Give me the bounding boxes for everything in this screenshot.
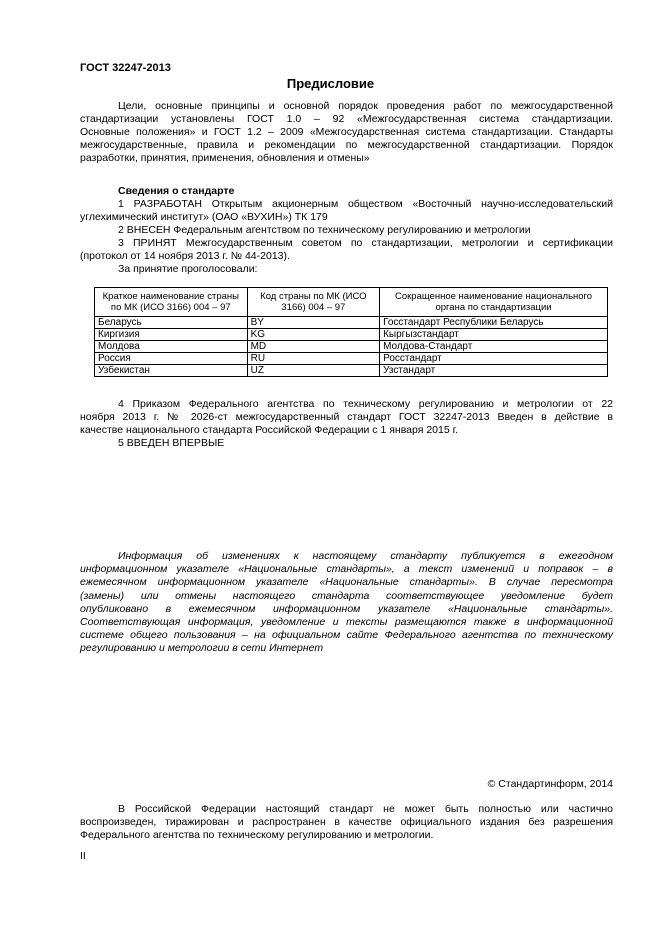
item-3	[80, 237, 613, 263]
item-1-line: 1 РАЗРАБОТАН Открытым акционерным обществом «Восточный научно-исследовательский	[118, 198, 613, 210]
document-code: ГОСТ 32247-2013	[80, 62, 171, 74]
item-4-line: качестве национального стандарта Российской Федерации с 1 января 2015 г.	[80, 424, 459, 436]
cell-agency: Кыргызстандарт	[380, 329, 608, 341]
intro-line: Цели, основные принципы и основной порядок проведения работ по межгосударственной	[118, 100, 613, 112]
footer-line: В Российской Федерации настоящий стандарт не может быть полностью или частично	[118, 803, 613, 815]
cell-code: BY	[247, 317, 380, 329]
cell-country: Беларусь	[95, 317, 248, 329]
cell-country: Киргизия	[95, 329, 248, 341]
item-5: 5 ВВЕДЕН ВПЕРВЫЕ	[118, 437, 225, 449]
intro-paragraph	[80, 100, 613, 165]
cell-code: KG	[247, 329, 380, 341]
cell-country: Молдова	[95, 341, 248, 353]
intro-line: межгосударственные, правила и рекомендации по межгосударственной стандартизации. Порядок	[80, 139, 613, 151]
item-1-line: углехимический институт» (ОАО «ВУХИН») ТК 179	[80, 211, 328, 223]
notice-line: Информация об изменениях к настоящему стандарту публикуется в ежегодном	[118, 550, 613, 562]
cell-agency: Госстандарт Республики Беларусь	[380, 317, 608, 329]
footer-line: Федерального агентства по техническому регулированию и метрологии.	[80, 829, 434, 841]
reproduction-notice	[80, 803, 613, 842]
page-title: Предисловие	[286, 76, 375, 91]
column-header-country: Краткое наименование страны по МК (ИСО 3166) 004 – 97	[95, 288, 248, 317]
notice-line: информационном указателе «Национальные стандарты», а текст изменений и поправок – в	[80, 563, 613, 576]
info-heading: Сведения о стандарте	[118, 185, 235, 197]
table-row	[95, 353, 608, 365]
footer-line: воспроизведен, тиражирован и распространен в качестве официального издания без разрешения	[80, 816, 613, 828]
column-header-code: Код страны по МК (ИСО 3166) 004 – 97	[247, 288, 380, 317]
table-header-row	[95, 288, 608, 317]
notice-line: (замены) или отмены настоящего стандарта соответствующее уведомление будет	[80, 589, 613, 602]
item-4-line: 4 Приказом Федерального агентства по техническому регулированию и метрологии от 22	[118, 398, 613, 410]
intro-line: Основные положения» и ГОСТ 1.2 – 2009 «Межгосударственная система стандартизации. Стандарты	[80, 126, 613, 138]
notice-line: системе общего пользования – на официальном сайте Федерального агентства по техническому	[80, 629, 613, 642]
cell-code: MD	[247, 341, 380, 353]
table-row	[95, 317, 608, 329]
notice-line: Соответствующая информация, уведомление и тексты размещаются также в информационной	[80, 616, 613, 629]
cell-agency: Росстандарт	[380, 353, 608, 365]
item-4-line: ноября 2013 г. № 2026-ст межгосударственный стандарт ГОСТ 32247-2013 Введен в действие в	[80, 411, 613, 423]
voting-table	[94, 287, 608, 377]
column-header-agency: Сокращенное наименование национального органа по стандартизации	[380, 288, 608, 317]
cell-agency: Узстандарт	[380, 365, 608, 377]
table-row	[95, 365, 608, 377]
table-row	[95, 341, 608, 353]
cell-code: UZ	[247, 365, 380, 377]
item-1	[80, 198, 613, 224]
item-2: 2 ВНЕСЕН Федеральным агентством по техническому регулированию и метрологии	[118, 224, 531, 236]
copyright: © Стандартинформ, 2014	[487, 778, 613, 790]
changes-notice	[80, 550, 613, 656]
notice-line: опубликовано в ежемесячном информационном указателе «Национальные стандарты».	[80, 602, 613, 615]
notice-line: ежемесячном информационном указателе «Национальные стандарты». В случае пересмотра	[80, 576, 613, 589]
notice-line: регулированию и метрологии в сети Интернет	[80, 642, 324, 655]
cell-agency: Молдова-Стандарт	[380, 341, 608, 353]
intro-line: стандартизации установлены ГОСТ 1.0 – 92 «Межгосударственная система стандартизации.	[80, 113, 613, 125]
page-number: II	[80, 850, 86, 862]
item-4	[80, 398, 613, 437]
item-3-line: (протокол от 14 ноября 2013 г. № 44-2013).	[80, 250, 290, 262]
item-3-line: 3 ПРИНЯТ Межгосударственным советом по стандартизации, метрологии и сертификации	[118, 237, 613, 249]
table-row	[95, 329, 608, 341]
intro-line: разработки, принятия, применения, обновления и отмены»	[80, 152, 370, 164]
cell-country: Россия	[95, 353, 248, 365]
cell-code: RU	[247, 353, 380, 365]
voted-label: За принятие проголосовали:	[118, 263, 258, 275]
cell-country: Узбекистан	[95, 365, 248, 377]
